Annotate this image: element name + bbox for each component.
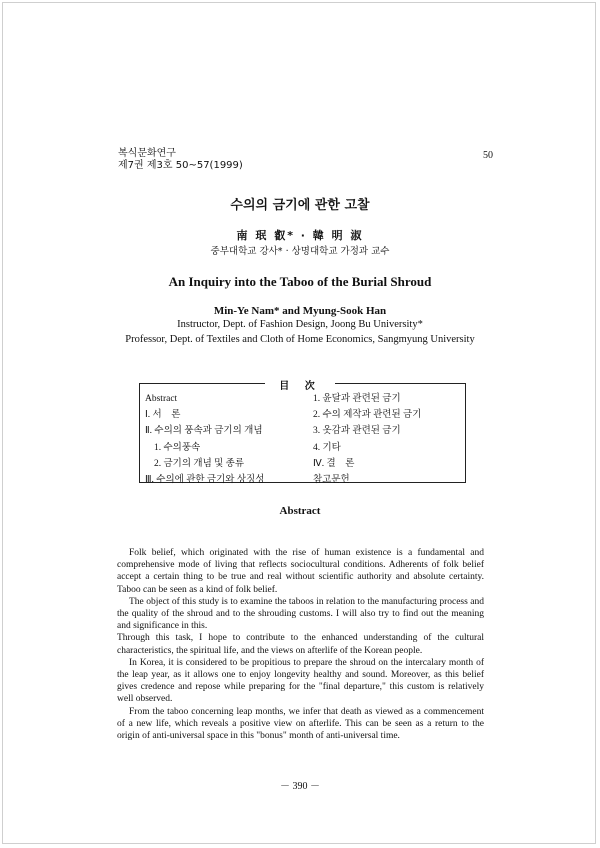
toc-right-column	[313, 391, 421, 488]
toc-item: Ⅲ. 수의에 관한 금기와 상징성	[145, 475, 265, 486]
page-number: 50	[483, 150, 493, 161]
toc-item: 2. 수의 제작과 관련된 금기	[313, 410, 422, 421]
abstract-paragraph: Folk belief, which originated with the rise of human existence is a fundamental and comprehensive mode of living that reflects sociocultural conditions. Adherents of folk belief accept a certain thing to be true and real without scientific authority and absolute certainty. Taboo can be seen as a kind of folk belief.	[117, 548, 484, 595]
toc-item: 참고문헌	[313, 475, 350, 486]
toc-item: 4. 기타	[313, 442, 341, 453]
english-title: An Inquiry into the Taboo of the Burial Shroud	[168, 274, 432, 289]
toc-item: Abstract	[145, 394, 178, 404]
toc-title	[0, 376, 600, 394]
journal-name: 복식문화연구	[118, 148, 176, 159]
toc-subitem: 2. 금기의 개념 및 종류	[154, 458, 245, 469]
korean-affiliation: 중부대학교 강사* · 상명대학교 가정과 교수	[210, 246, 390, 257]
abstract-paragraph: The object of this study is to examine the taboos in relation to the manufacturing process and the quality of the shroud and to the shrouding customs. I will also try to find out the meaning and significance in this.	[117, 596, 484, 632]
toc-item: 3. 옷감과 관련된 금기	[313, 426, 401, 437]
toc-subitem: 1. 수의풍속	[154, 442, 201, 453]
english-affiliation-1: Instructor, Dept. of Fashion Design, Joong Bu University*	[177, 319, 423, 330]
footer-page-number: － 390 －	[280, 781, 320, 792]
abstract-paragraph: Through this task, I hope to contribute to the enhanced understanding of the cultural characteristics, the spiritual life, and the views on afterlife of the Korean people.	[117, 633, 484, 656]
english-authors: Min-Ye Nam* and Myung-Sook Han	[213, 305, 387, 317]
abstract-paragraph: In Korea, it is considered to be propitious to prepare the shroud on the intercalary month of the leap year, as it allows one to enjoy longevity healthy and sound. Moreover, as this belief gives credence and repose while preparing for the "final departure," this custom is relatively well observed.	[117, 657, 484, 705]
toc-title-text: 目 次	[265, 381, 334, 392]
korean-title: 수의의 금기에 관한 고찰	[230, 198, 370, 213]
toc-item: Ⅳ. 결 론	[313, 458, 355, 469]
abstract-paragraph: From the taboo concerning leap months, we infer that death as viewed as a commencement of a new life, which reveals a positive view on afterlife. This can be seen as a return to the origin of anti-universal space in this "bonus" month of anti-universal time.	[117, 706, 484, 742]
toc-item: Ⅱ. 수의의 풍속과 금기의 개념	[145, 426, 263, 437]
journal-info	[118, 148, 243, 172]
abstract-heading: Abstract	[279, 505, 321, 517]
korean-authors: 南 珉 叡* · 韓 明 淑	[236, 229, 364, 242]
journal-volume: 제7권 제3호 50~57(1999)	[118, 160, 243, 171]
english-affiliation-2: Professor, Dept. of Textiles and Cloth of Home Economics, Sangmyung University	[125, 334, 475, 345]
toc-item: 1. 윤달과 관련된 금기	[313, 394, 401, 404]
toc-item: Ⅰ. 서 론	[145, 410, 181, 421]
toc-left-column	[145, 391, 264, 488]
abstract-body	[117, 547, 484, 742]
